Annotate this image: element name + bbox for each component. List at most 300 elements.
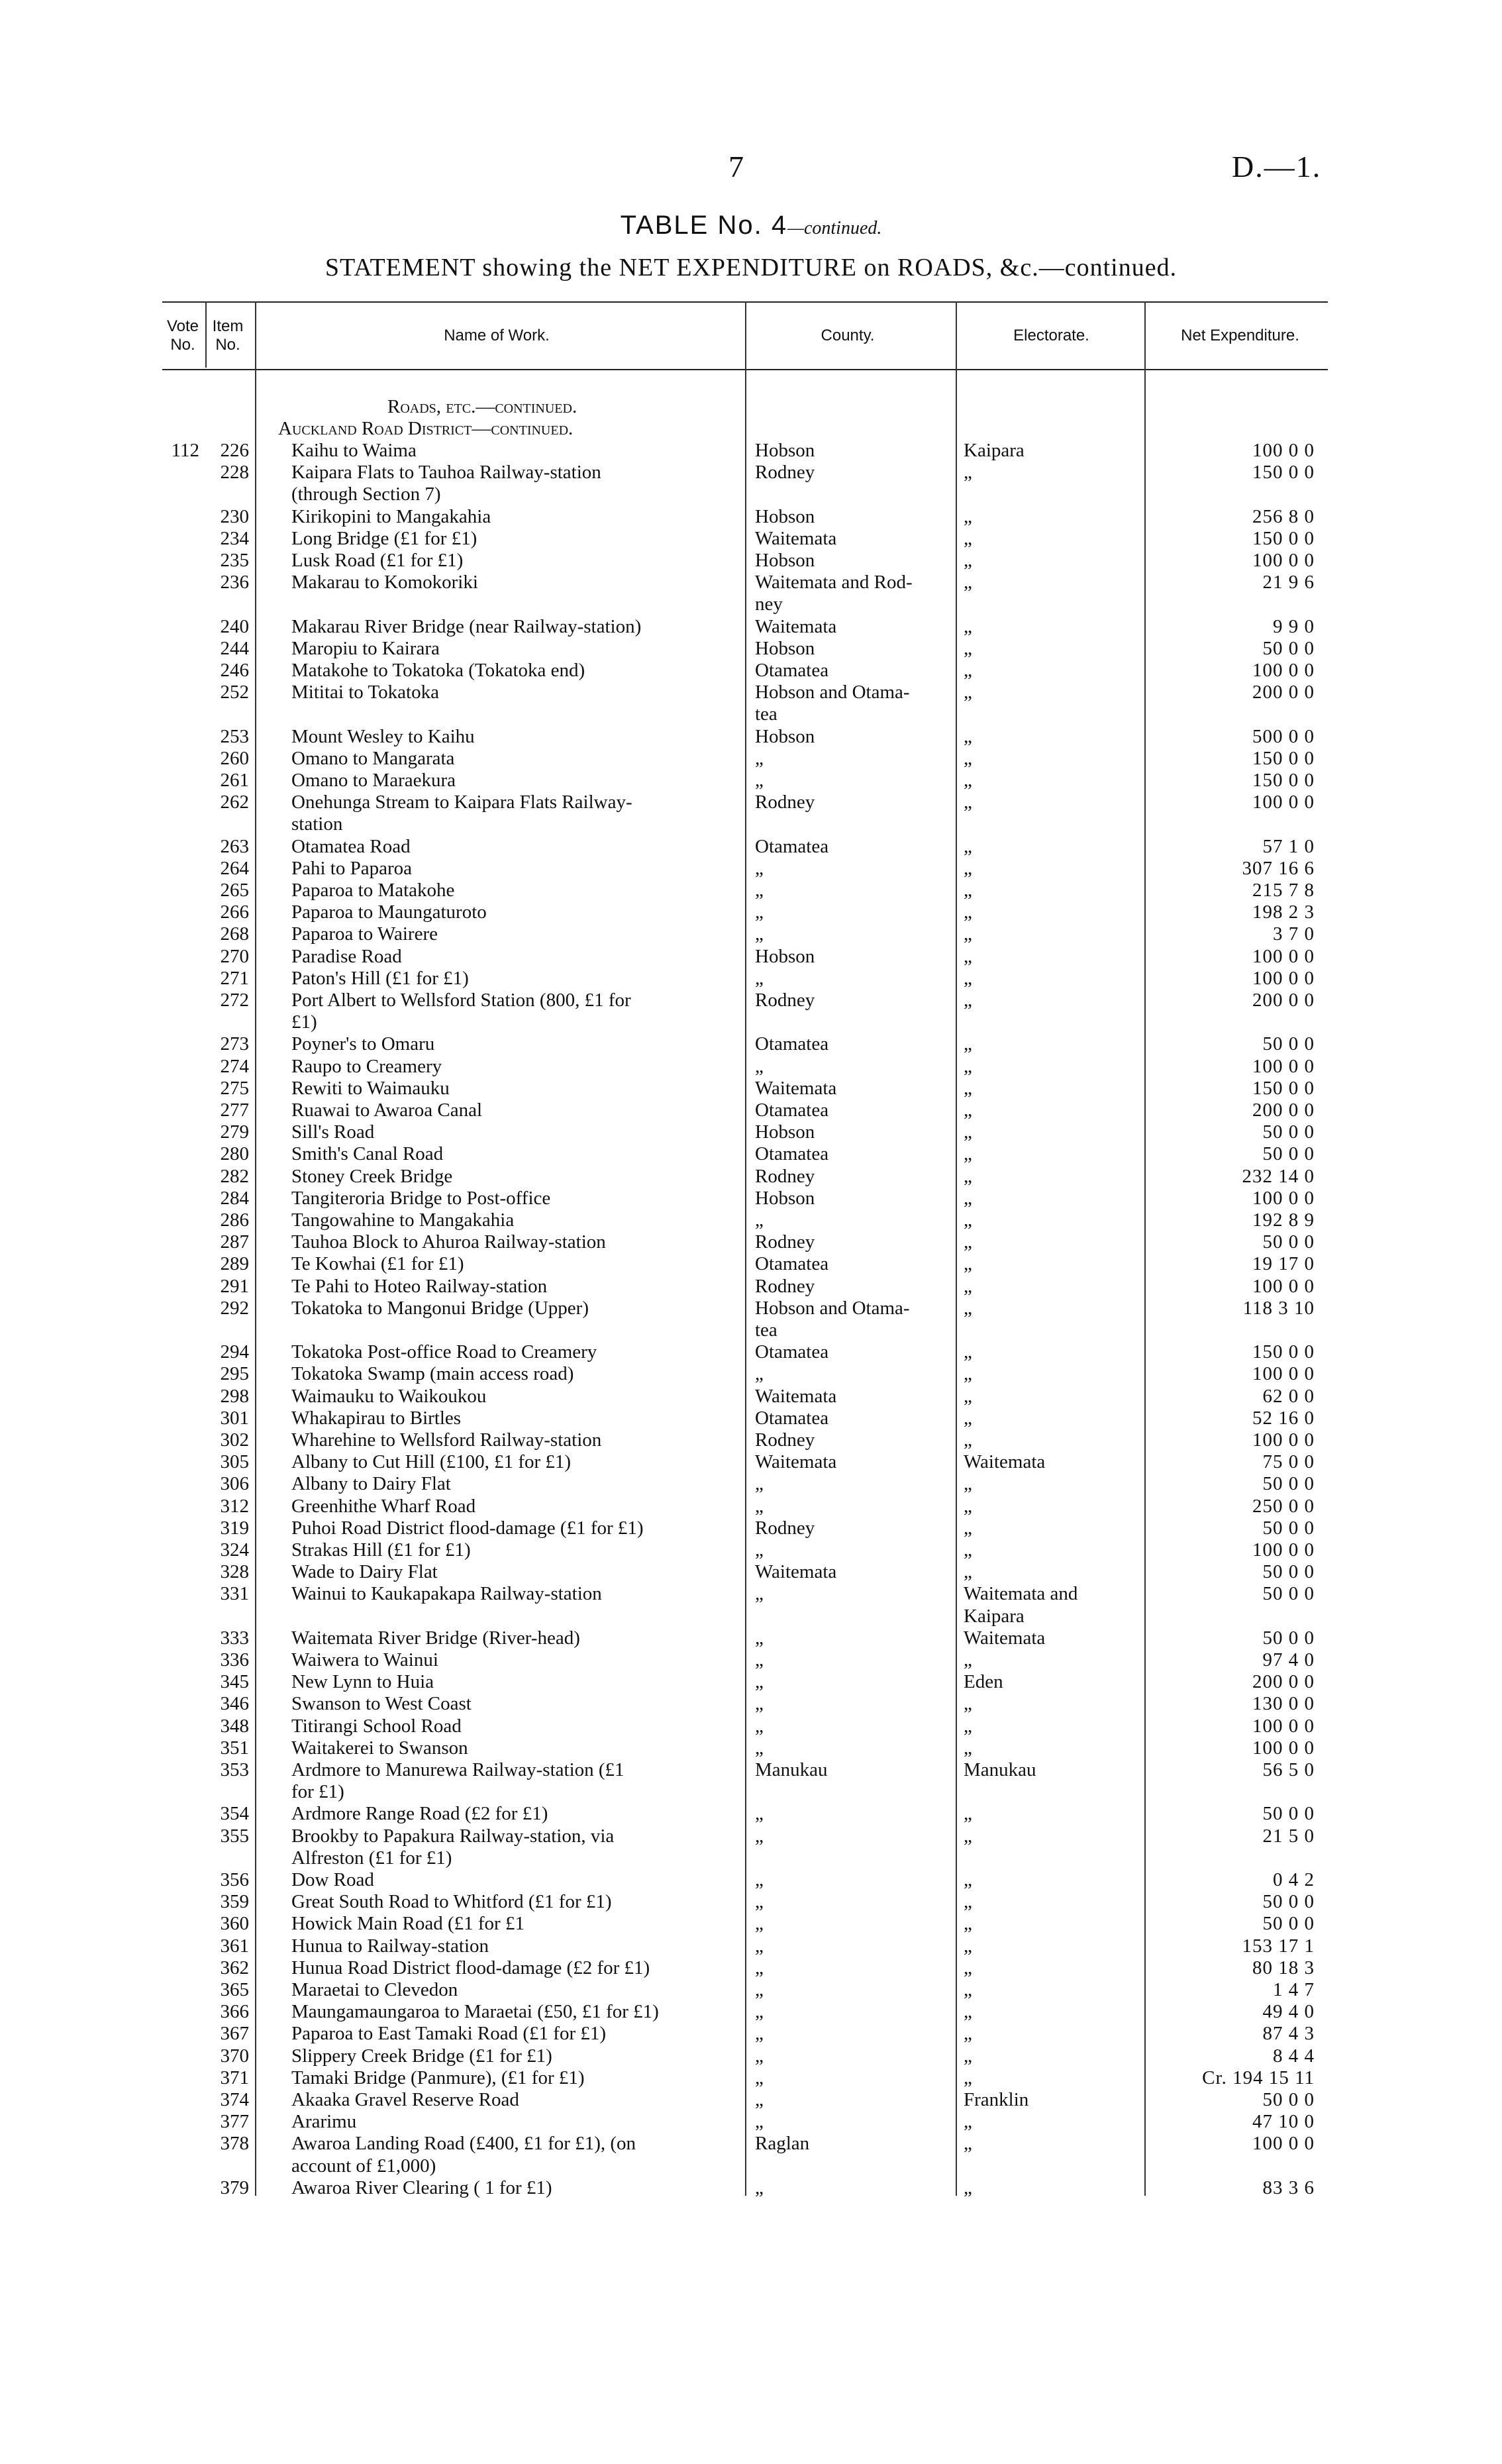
cell-electorate: „: [964, 1825, 972, 1847]
cell-item: 275: [220, 1077, 249, 1099]
cell-item: 291: [220, 1275, 249, 1297]
cell-amount: 100 0 0: [1252, 1275, 1315, 1297]
cell-name: Tangowahine to Mangakahia: [291, 1209, 515, 1231]
cell-county: „: [755, 1979, 764, 2000]
cell-county: tea: [755, 703, 777, 725]
cell-electorate: „: [964, 747, 972, 769]
cell-electorate: „: [964, 2001, 972, 2023]
cell-electorate: „: [964, 1539, 972, 1561]
cell-electorate: „: [964, 923, 972, 945]
cell-county: Rodney: [755, 1275, 815, 1297]
statement-title: STATEMENT showing the NET EXPENDITURE on ROADS, &c.—continued.: [325, 254, 1177, 282]
cell-amount: 87 4 3: [1262, 2023, 1315, 2045]
cell-name: Howick Main Road (£1 for £1: [291, 1913, 525, 1935]
table-title-main: TABLE No. 4: [620, 211, 788, 240]
cell-item: 274: [220, 1055, 249, 1077]
cell-amount: 150 0 0: [1252, 462, 1315, 484]
cell-item: 234: [220, 527, 249, 549]
cell-county: Rodney: [755, 792, 815, 813]
cell-electorate: Waitemata: [964, 1451, 1046, 1473]
cell-name: Greenhithe Wharf Road: [291, 1495, 476, 1517]
cell-electorate: „: [964, 1935, 972, 1957]
cell-item: 356: [220, 1869, 249, 1890]
cell-amount: 50 0 0: [1262, 1583, 1315, 1605]
cell-electorate: „: [964, 1649, 972, 1670]
cell-name: Tokatoka Post-office Road to Creamery: [291, 1341, 597, 1363]
cell-name: Swanson to West Coast: [291, 1693, 472, 1715]
cell-electorate: „: [964, 1275, 972, 1297]
cell-amount: 9 9 0: [1273, 615, 1315, 637]
cell-amount: 1 4 7: [1273, 1979, 1315, 2000]
cell-amount: 192 8 9: [1252, 1209, 1315, 1231]
document-reference: D.—1.: [1232, 150, 1322, 183]
cell-amount: 150 0 0: [1252, 1341, 1315, 1363]
cell-name: Wharehine to Wellsford Railway-station: [291, 1429, 602, 1451]
cell-electorate: „: [964, 505, 972, 527]
cell-item: 298: [220, 1385, 249, 1407]
cell-name: Dow Road: [291, 1869, 374, 1890]
cell-name: Maropiu to Kairara: [291, 637, 440, 659]
cell-amount: 100 0 0: [1252, 945, 1315, 967]
page-number: 7: [728, 150, 744, 183]
cell-electorate: Manukau: [964, 1759, 1036, 1780]
cell-amount: 80 18 3: [1252, 1957, 1315, 1978]
cell-item: 244: [220, 637, 249, 659]
cell-item: 328: [220, 1561, 249, 1583]
cell-county: Waitemata: [755, 1561, 837, 1583]
cell-electorate: „: [964, 1055, 972, 1077]
cell-county: „: [755, 2001, 764, 2023]
cell-name: Paparoa to East Tamaki Road (£1 for £1): [291, 2023, 607, 2045]
section-heading: Roads, etc.—continued.: [387, 396, 577, 417]
cell-amount: 50 0 0: [1262, 1913, 1315, 1935]
cell-electorate: „: [964, 550, 972, 571]
cell-name: Paton's Hill (£1 for £1): [291, 967, 469, 989]
cell-amount: 21 9 6: [1262, 572, 1315, 593]
cell-name: Ararimu: [291, 2111, 357, 2133]
cell-item: 346: [220, 1693, 249, 1715]
cell-name: Waiwera to Wainui: [291, 1649, 438, 1670]
cell-name: Paparoa to Matakohe: [291, 880, 455, 901]
cell-item: 265: [220, 880, 249, 901]
cell-name: Poyner's to Omaru: [291, 1033, 435, 1055]
cell-amount: 150 0 0: [1252, 747, 1315, 769]
cell-amount: 100 0 0: [1252, 1187, 1315, 1209]
cell-name: Mititai to Tokatoka: [291, 682, 439, 703]
cell-county: „: [755, 1737, 764, 1759]
cell-item: 282: [220, 1165, 249, 1187]
district-heading: Auckland Road District—continued.: [278, 418, 574, 439]
cell-item: 240: [220, 615, 249, 637]
cell-county: „: [755, 1715, 764, 1737]
cell-county: „: [755, 1825, 764, 1847]
cell-county: tea: [755, 1319, 777, 1341]
cell-name: Albany to Cut Hill (£100, £1 for £1): [291, 1451, 572, 1473]
cell-electorate: „: [964, 857, 972, 879]
cell-amount: 198 2 3: [1252, 901, 1315, 923]
cell-electorate: „: [964, 1033, 972, 1055]
cell-amount: 100 0 0: [1252, 1737, 1315, 1759]
cell-county: Hobson: [755, 440, 815, 461]
cell-amount: 200 0 0: [1252, 990, 1315, 1011]
cell-county: „: [755, 2111, 764, 2133]
cell-county: „: [755, 1495, 764, 1517]
cell-item: 336: [220, 1649, 249, 1670]
table-title: [0, 211, 1502, 240]
cell-name: £1): [291, 1011, 317, 1033]
cell-amount: 100 0 0: [1252, 2133, 1315, 2155]
cell-electorate: Waitemata and: [964, 1583, 1078, 1605]
cell-electorate: Kaipara: [964, 1605, 1025, 1627]
cell-item: 331: [220, 1583, 249, 1605]
cell-name: Ardmore Range Road (£2 for £1): [291, 1803, 548, 1825]
cell-name: Tokatoka to Mangonui Bridge (Upper): [291, 1297, 589, 1319]
cell-name: Tokatoka Swamp (main access road): [291, 1363, 574, 1385]
cell-name: Long Bridge (£1 for £1): [291, 527, 477, 549]
cell-amount: 215 7 8: [1252, 880, 1315, 901]
cell-electorate: „: [964, 682, 972, 703]
cell-item: 351: [220, 1737, 249, 1759]
cell-name: Smith's Canal Road: [291, 1143, 444, 1165]
header-county: County.: [821, 327, 875, 345]
cell-county: Otamatea: [755, 660, 829, 681]
cell-electorate: „: [964, 835, 972, 857]
cell-electorate: „: [964, 1891, 972, 1913]
cell-electorate: „: [964, 1385, 972, 1407]
cell-amount: 100 0 0: [1252, 440, 1315, 461]
cell-amount: 256 8 0: [1252, 505, 1315, 527]
cell-electorate: „: [964, 1121, 972, 1143]
cell-amount: 50 0 0: [1262, 1627, 1315, 1649]
cell-county: „: [755, 1957, 764, 1978]
cell-county: „: [755, 1891, 764, 1913]
cell-county: „: [755, 1671, 764, 1693]
cell-item: 266: [220, 901, 249, 923]
cell-amount: 19 17 0: [1252, 1253, 1315, 1275]
cell-item: 319: [220, 1517, 249, 1539]
cell-electorate: „: [964, 2133, 972, 2155]
cell-amount: 50 0 0: [1262, 1517, 1315, 1539]
cell-item: 374: [220, 2089, 249, 2110]
cell-name: Paparoa to Maungaturoto: [291, 901, 487, 923]
cell-amount: 200 0 0: [1252, 682, 1315, 703]
cell-item: 355: [220, 1825, 249, 1847]
cell-amount: 49 4 0: [1262, 2001, 1315, 2023]
cell-amount: 153 17 1: [1242, 1935, 1315, 1957]
cell-item: 371: [220, 2067, 249, 2088]
cell-county: Hobson: [755, 550, 815, 571]
cell-name: Puhoi Road District flood-damage (£1 for £1): [291, 1517, 644, 1539]
cell-item: 272: [220, 990, 249, 1011]
cell-item: 306: [220, 1473, 249, 1495]
cell-item: 360: [220, 1913, 249, 1935]
cell-name: Raupo to Creamery: [291, 1055, 442, 1077]
cell-name: Port Albert to Wellsford Station (800, £1 for: [291, 990, 631, 1011]
cell-item: 361: [220, 1935, 249, 1957]
cell-name: Matakohe to Tokatoka (Tokatoka end): [291, 660, 585, 681]
cell-county: Hobson: [755, 725, 815, 747]
cell-name: Kirikopini to Mangakahia: [291, 505, 491, 527]
rule-county-electorate: [956, 301, 957, 2196]
cell-name: Great South Road to Whitford (£1 for £1): [291, 1891, 612, 1913]
cell-name: Paradise Road: [291, 945, 402, 967]
cell-name: New Lynn to Huia: [291, 1671, 434, 1693]
cell-item: 230: [220, 505, 249, 527]
cell-name: Te Pahi to Hoteo Railway-station: [291, 1275, 548, 1297]
cell-name: Hunua to Railway-station: [291, 1935, 489, 1957]
cell-name: Alfreston (£1 for £1): [291, 1847, 452, 1869]
cell-item: 236: [220, 572, 249, 593]
cell-item: 348: [220, 1715, 249, 1737]
cell-amount: 56 5 0: [1262, 1759, 1315, 1780]
cell-electorate: Waitemata: [964, 1627, 1046, 1649]
header-vote: Vote No.: [166, 317, 199, 354]
cell-amount: 500 0 0: [1252, 725, 1315, 747]
cell-name: Ardmore to Manurewa Railway-station (£1: [291, 1759, 625, 1780]
cell-amount: 100 0 0: [1252, 550, 1315, 571]
cell-item: 264: [220, 857, 249, 879]
cell-electorate: „: [964, 1407, 972, 1429]
cell-name: Rewiti to Waimauku: [291, 1077, 450, 1099]
cell-electorate: Eden: [964, 1671, 1003, 1693]
cell-item: 268: [220, 923, 249, 945]
cell-item: 345: [220, 1671, 249, 1693]
cell-amount: 50 0 0: [1262, 1561, 1315, 1583]
cell-electorate: „: [964, 2023, 972, 2045]
cell-electorate: „: [964, 1561, 972, 1583]
cell-electorate: „: [964, 770, 972, 791]
cell-vote: 112: [171, 440, 199, 461]
cell-amount: 50 0 0: [1262, 2089, 1315, 2110]
cell-county: Otamatea: [755, 835, 829, 857]
cell-county: „: [755, 1627, 764, 1649]
cell-electorate: „: [964, 1957, 972, 1978]
cell-electorate: „: [964, 967, 972, 989]
cell-item: 379: [220, 2177, 249, 2198]
cell-amount: 232 14 0: [1242, 1165, 1315, 1187]
cell-name: Akaaka Gravel Reserve Road: [291, 2089, 519, 2110]
cell-amount: 50 0 0: [1262, 1891, 1315, 1913]
cell-name: Kaihu to Waima: [291, 440, 417, 461]
rule-item-name: [255, 301, 256, 2196]
cell-item: 359: [220, 1891, 249, 1913]
cell-amount: 21 5 0: [1262, 1825, 1315, 1847]
cell-amount: 100 0 0: [1252, 967, 1315, 989]
cell-electorate: „: [964, 1429, 972, 1451]
cell-item: 305: [220, 1451, 249, 1473]
cell-amount: 0 4 2: [1273, 1869, 1315, 1890]
cell-name: Awaroa Landing Road (£400, £1 for £1), (on: [291, 2133, 636, 2155]
cell-county: Waitemata: [755, 527, 837, 549]
cell-amount: 75 0 0: [1262, 1451, 1315, 1473]
cell-name: Stoney Creek Bridge: [291, 1165, 453, 1187]
cell-county: Hobson: [755, 945, 815, 967]
cell-item: 370: [220, 2045, 249, 2067]
cell-item: 378: [220, 2133, 249, 2155]
cell-county: „: [755, 1693, 764, 1715]
cell-county: „: [755, 1363, 764, 1385]
cell-name: Paparoa to Wairere: [291, 923, 438, 945]
cell-amount: 100 0 0: [1252, 1055, 1315, 1077]
cell-county: Otamatea: [755, 1407, 829, 1429]
cell-item: 260: [220, 747, 249, 769]
cell-electorate: „: [964, 2045, 972, 2067]
cell-item: 301: [220, 1407, 249, 1429]
cell-name: Wainui to Kaukapakapa Railway-station: [291, 1583, 602, 1605]
cell-county: Rodney: [755, 1165, 815, 1187]
cell-electorate: „: [964, 1341, 972, 1363]
cell-county: „: [755, 1209, 764, 1231]
cell-name: Sill's Road: [291, 1121, 375, 1143]
rule-vote-item: [205, 301, 207, 368]
cell-item: 312: [220, 1495, 249, 1517]
cell-name: Slippery Creek Bridge (£1 for £1): [291, 2045, 552, 2067]
cell-electorate: „: [964, 637, 972, 659]
cell-amount: 150 0 0: [1252, 1077, 1315, 1099]
cell-electorate: „: [964, 2067, 972, 2088]
cell-amount: 62 0 0: [1262, 1385, 1315, 1407]
cell-item: 235: [220, 550, 249, 571]
cell-county: „: [755, 2023, 764, 2045]
cell-electorate: „: [964, 1187, 972, 1209]
cell-item: 324: [220, 1539, 249, 1561]
cell-electorate: „: [964, 1495, 972, 1517]
cell-item: 302: [220, 1429, 249, 1451]
cell-county: Hobson: [755, 505, 815, 527]
cell-county: Waitemata and Rod-: [755, 572, 913, 593]
cell-name: Waitakerei to Swanson: [291, 1737, 468, 1759]
cell-item: 280: [220, 1143, 249, 1165]
cell-item: 261: [220, 770, 249, 791]
cell-county: Manukau: [755, 1759, 828, 1780]
cell-amount: 97 4 0: [1262, 1649, 1315, 1670]
cell-amount: Cr. 194 15 11: [1202, 2067, 1315, 2088]
cell-electorate: „: [964, 792, 972, 813]
cell-name: Strakas Hill (£1 for £1): [291, 1539, 471, 1561]
cell-item: 377: [220, 2111, 249, 2133]
cell-county: Rodney: [755, 1231, 815, 1253]
cell-county: Otamatea: [755, 1253, 829, 1275]
cell-amount: 100 0 0: [1252, 1363, 1315, 1385]
cell-amount: 100 0 0: [1252, 660, 1315, 681]
cell-amount: 307 16 6: [1242, 857, 1315, 879]
cell-item: 262: [220, 792, 249, 813]
cell-item: 226: [220, 440, 249, 461]
cell-amount: 100 0 0: [1252, 1429, 1315, 1451]
cell-item: 252: [220, 682, 249, 703]
cell-county: Rodney: [755, 462, 815, 484]
cell-name: Wade to Dairy Flat: [291, 1561, 438, 1583]
cell-item: 333: [220, 1627, 249, 1649]
cell-item: 228: [220, 462, 249, 484]
table-title-suffix: —continued.: [787, 218, 882, 238]
cell-item: 353: [220, 1759, 249, 1780]
rule-electorate-net: [1144, 301, 1146, 2196]
cell-electorate: „: [964, 1165, 972, 1187]
cell-item: 273: [220, 1033, 249, 1055]
cell-electorate: „: [964, 462, 972, 484]
cell-amount: 50 0 0: [1262, 1473, 1315, 1495]
cell-county: Rodney: [755, 1429, 815, 1451]
cell-county: „: [755, 1055, 764, 1077]
cell-electorate: Kaipara: [964, 440, 1025, 461]
cell-county: ney: [755, 593, 783, 615]
cell-item: 270: [220, 945, 249, 967]
cell-name: (through Section 7): [291, 484, 441, 505]
cell-electorate: „: [964, 945, 972, 967]
cell-amount: 200 0 0: [1252, 1671, 1315, 1693]
cell-electorate: „: [964, 725, 972, 747]
cell-amount: 50 0 0: [1262, 1231, 1315, 1253]
cell-item: 271: [220, 967, 249, 989]
cell-county: Hobson and Otama-: [755, 1297, 910, 1319]
cell-amount: 100 0 0: [1252, 792, 1315, 813]
cell-county: Otamatea: [755, 1143, 829, 1165]
cell-amount: 130 0 0: [1252, 1693, 1315, 1715]
cell-county: „: [755, 1583, 764, 1605]
cell-item: 367: [220, 2023, 249, 2045]
cell-item: 289: [220, 1253, 249, 1275]
cell-name: Makarau River Bridge (near Railway-station): [291, 615, 642, 637]
cell-electorate: „: [964, 1100, 972, 1121]
cell-item: 279: [220, 1121, 249, 1143]
header-name: Name of Work.: [444, 327, 550, 345]
cell-item: 292: [220, 1297, 249, 1319]
cell-amount: 50 0 0: [1262, 1803, 1315, 1825]
cell-item: 287: [220, 1231, 249, 1253]
cell-name: Ruawai to Awaroa Canal: [291, 1100, 483, 1121]
cell-name: Omano to Maraekura: [291, 770, 456, 791]
cell-name: for £1): [291, 1781, 344, 1803]
cell-county: „: [755, 923, 764, 945]
cell-county: „: [755, 1869, 764, 1890]
header-electorate: Electorate.: [1013, 327, 1089, 345]
cell-amount: 52 16 0: [1252, 1407, 1315, 1429]
cell-county: Otamatea: [755, 1341, 829, 1363]
cell-item: 294: [220, 1341, 249, 1363]
cell-name: Pahi to Paparoa: [291, 857, 413, 879]
cell-county: „: [755, 1935, 764, 1957]
cell-county: „: [755, 2089, 764, 2110]
cell-electorate: „: [964, 1473, 972, 1495]
cell-item: 362: [220, 1957, 249, 1978]
cell-electorate: „: [964, 572, 972, 593]
cell-item: 365: [220, 1979, 249, 2000]
cell-name: Albany to Dairy Flat: [291, 1473, 451, 1495]
cell-electorate: „: [964, 880, 972, 901]
rule-name-county: [745, 301, 746, 2196]
cell-electorate: „: [964, 660, 972, 681]
cell-electorate: „: [964, 1517, 972, 1539]
cell-electorate: „: [964, 901, 972, 923]
cell-county: „: [755, 2067, 764, 2088]
cell-county: Otamatea: [755, 1033, 829, 1055]
cell-electorate: „: [964, 1231, 972, 1253]
cell-name: Brookby to Papakura Railway-station, via: [291, 1825, 615, 1847]
cell-county: „: [755, 747, 764, 769]
cell-county: Rodney: [755, 990, 815, 1011]
cell-name: Te Kowhai (£1 for £1): [291, 1253, 464, 1275]
cell-item: 263: [220, 835, 249, 857]
cell-name: Tangiteroria Bridge to Post-office: [291, 1187, 551, 1209]
cell-name: Hunua Road District flood-damage (£2 for £1): [291, 1957, 650, 1978]
cell-county: Raglan: [755, 2133, 810, 2155]
cell-amount: 83 3 6: [1262, 2177, 1315, 2198]
cell-item: 366: [220, 2001, 249, 2023]
cell-electorate: Franklin: [964, 2089, 1029, 2110]
cell-county: „: [755, 1473, 764, 1495]
cell-item: 277: [220, 1100, 249, 1121]
